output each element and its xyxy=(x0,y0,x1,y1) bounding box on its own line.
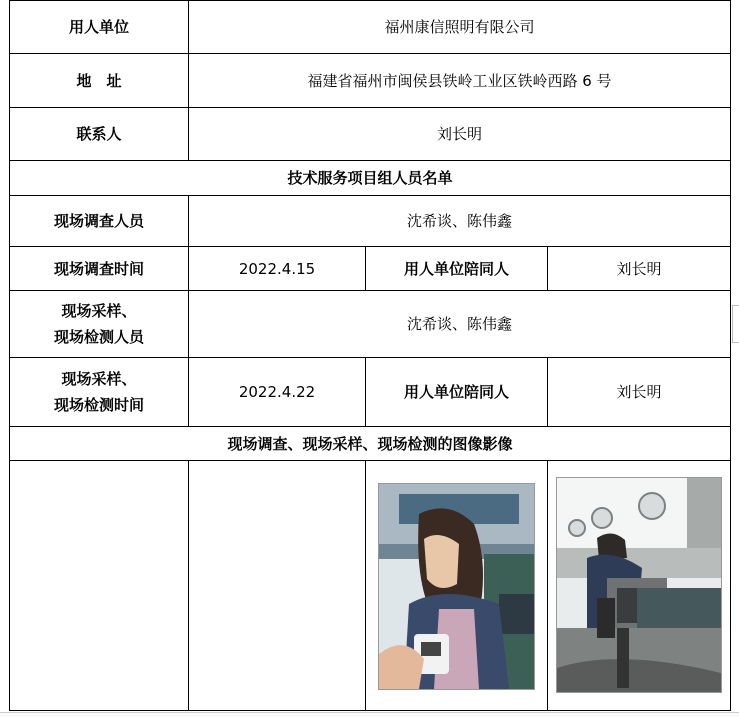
sampling-staff-label-line2: 现场检测人员 xyxy=(53,328,144,346)
image-cell-2 xyxy=(189,461,366,711)
side-scroll-marker[interactable] xyxy=(732,305,739,343)
photo-meter-reading-image xyxy=(379,484,534,689)
unit-label: 用人单位 xyxy=(10,1,189,54)
survey-staff-label: 现场调查人员 xyxy=(10,196,189,247)
sampling-time-label-line2: 现场检测时间 xyxy=(53,396,144,414)
photo-workshop-worker-image xyxy=(557,478,721,692)
photo-meter-reading xyxy=(378,483,535,690)
sampling-time-value: 2022.4.22 xyxy=(189,358,366,427)
sampling-time-label-line1: 现场采样、 xyxy=(61,370,137,388)
sampling-staff-label-line1: 现场采样、 xyxy=(61,302,137,320)
escort-value-1: 刘长明 xyxy=(548,247,731,291)
sampling-staff-label xyxy=(10,291,189,358)
team-header: 技术服务项目组人员名单 xyxy=(10,161,731,196)
contact-value: 刘长明 xyxy=(189,108,731,161)
page-bottom-border xyxy=(0,712,739,717)
address-value: 福建省福州市闽侯县铁岭工业区铁岭西路 6 号 xyxy=(189,54,731,108)
image-cell-1 xyxy=(10,461,189,711)
escort-label-2: 用人单位陪同人 xyxy=(366,358,548,427)
escort-label-1: 用人单位陪同人 xyxy=(366,247,548,291)
contact-label: 联系人 xyxy=(10,108,189,161)
images-header: 现场调查、现场采样、现场检测的图像影像 xyxy=(10,427,731,461)
address-label: 地 址 xyxy=(10,54,189,108)
escort-value-2: 刘长明 xyxy=(548,358,731,427)
survey-staff-value: 沈希谈、陈伟鑫 xyxy=(189,196,731,247)
photo-workshop-worker xyxy=(556,477,722,693)
sampling-staff-value: 沈希谈、陈伟鑫 xyxy=(189,291,731,358)
survey-time-label: 现场调查时间 xyxy=(10,247,189,291)
sampling-time-label xyxy=(10,358,189,427)
unit-value: 福州康信照明有限公司 xyxy=(189,1,731,54)
survey-time-value: 2022.4.15 xyxy=(189,247,366,291)
